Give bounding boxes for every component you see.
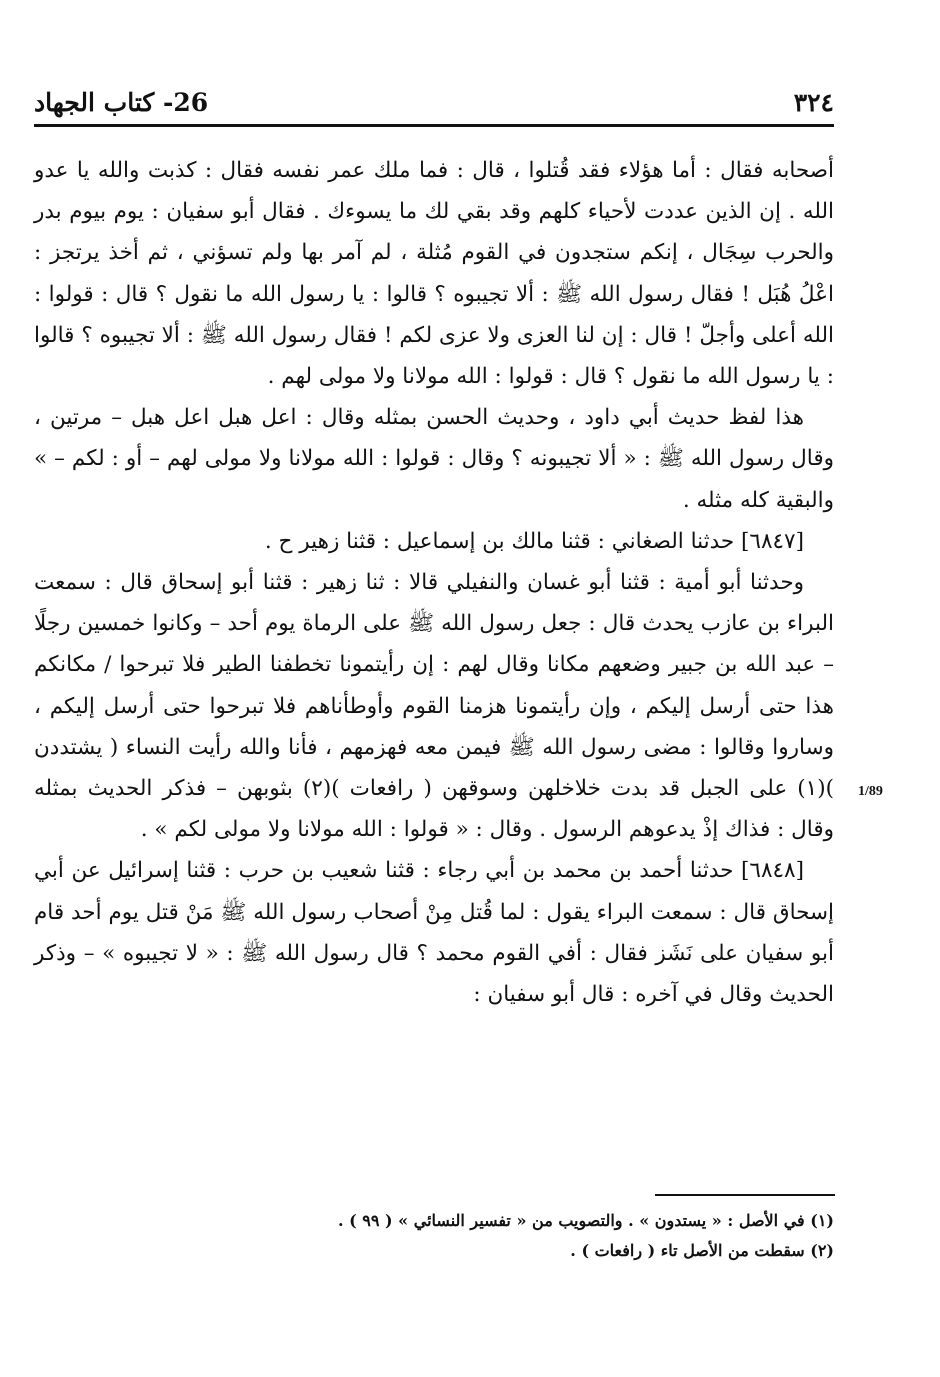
- footnotes: [34, 1206, 834, 1266]
- paragraph-2: هذا لفظ حديث أبي داود ، وحديث الحسن بمثله وقال : اعل هبل اعل هبل – مرتين ، وقال رسول الله ﷺ : « ألا تجيبونه ؟ وقال : قولوا : الله مولانا ولا مولى لهم – أو : لكم – » والبقية كله مثله .: [34, 405, 834, 513]
- page-header: [34, 88, 834, 127]
- chapter-title: 26- كتاب الجهاد: [34, 88, 209, 117]
- footnote-divider: [655, 1194, 835, 1196]
- page-number: ٣٢٤: [793, 88, 834, 117]
- hadith-6847-heading: [٦٨٤٧] حدثنا الصغاني : قثنا مالك بن إسماعيل : قثنا زهير ح .: [264, 528, 804, 554]
- hadith-6847-text: وحدثنا أبو أمية : قثنا أبو غسان والنفيلي قالا : ثنا زهير : قثنا أبو إسحاق قال : سمعت البراء بن عازب يحدث قال : جعل رسول الله ﷺ على الرماة يوم أحد – وكانوا خمسين رجلًا – عبد الله بن جبير وضعهم مكانا وقال لهم : إن رأيتمونا تخطفنا الطير فلا تبرحوا / مكانكم هذا حتى أرسل إليكم ، وإن رأيتمونا هزمنا القوم وأوطأناهم فلا تبرحوا حتى أرسل إليكم ، وساروا وقالوا : مضى رسول الله ﷺ فيمن معه فهزمهم ، فأنا والله رأيت النساء ( يشتددن )(١) على الجبل قد بدت خلاخلهن وسوقهن ( رافعات )(٢) بثوبهن – فذكر الحديث بمثله وقال : فذاك إذْ يدعوهم الرسول . وقال : « قولوا : الله مولانا ولا مولى لكم » .: [34, 570, 834, 843]
- body-text: [34, 150, 834, 1015]
- margin-manuscript-folio: 1/89: [858, 784, 883, 799]
- footnote-2: (٢) سقطت من الأصل تاء ( رافعات ) .: [570, 1241, 834, 1260]
- footnote-1: (١) في الأصل : « يستدون » . والتصويب من « تفسير النسائي » ( ٩٩ ) .: [338, 1211, 834, 1230]
- hadith-6848-text: [٦٨٤٨] حدثنا أحمد بن محمد بن أبي رجاء : قثنا شعيب بن حرب : قثنا إسرائيل عن أبي إسحاق قال : سمعت البراء يقول : لما قُتل مِنْ أصحاب رسول الله ﷺ مَنْ قتل يوم أحد قام أبو سفيان على نَشَز فقال : أفي القوم محمد ؟ قال رسول الله ﷺ : « لا تجيبوه » – وذكر الحديث وقال في آخره : قال أبو سفيان :: [34, 858, 834, 1008]
- paragraph-1: أصحابه فقال : أما هؤلاء فقد قُتلوا ، قال : فما ملك عمر نفسه فقال : كذبت والله يا عدو الله . إن الذين عددت لأحياء كلهم وقد بقي لك ما يسوءك . فقال أبو سفيان : يوم بيوم بدر والحرب سِجَال ، إنكم ستجدون في القوم مُثلة ، لم آمر بها ولم تسؤني ، ثم أخذ يرتجز : اعْلُ هُبَل ! فقال رسول الله ﷺ : ألا تجيبوه ؟ قالوا : يا رسول الله ما نقول ؟ قال : قولوا : الله أعلى وأجلّ ! قال : إن لنا العزى ولا عزى لكم ! فقال رسول الله ﷺ : ألا تجيبوه ؟ قالوا : يا رسول الله ما نقول ؟ قال : قولوا : الله مولانا ولا مولى لهم .: [34, 158, 834, 390]
